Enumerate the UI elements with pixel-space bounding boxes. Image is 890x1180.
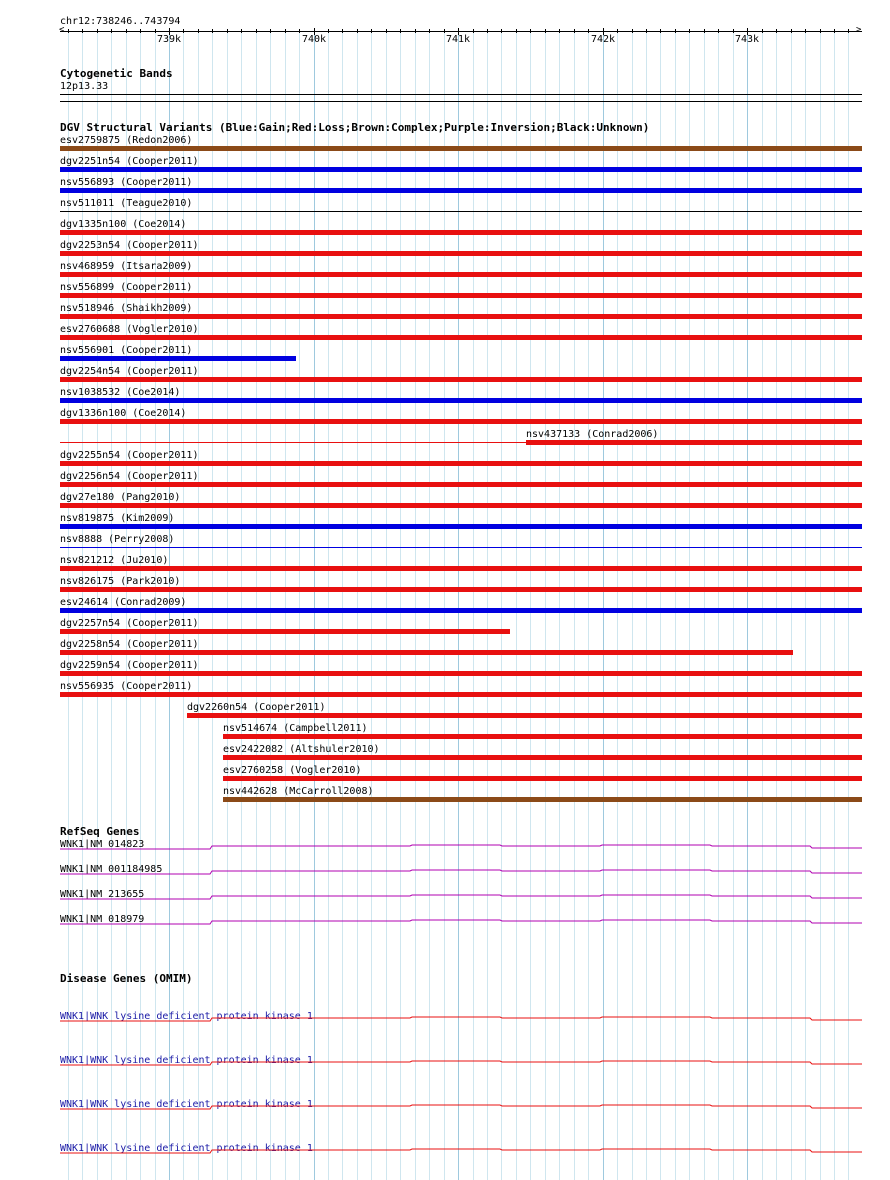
gene-model[interactable] [60, 887, 862, 901]
cytoband-track-title: Cytogenetic Bands [60, 67, 173, 80]
variant-label[interactable]: nsv511011 (Teague2010) [60, 198, 193, 209]
variant-bar[interactable] [60, 398, 862, 403]
variant-label[interactable]: dgv2255n54 (Cooper2011) [60, 450, 199, 461]
gene-label[interactable]: WNK1|WNK lysine deficient protein kinase 1 [60, 1011, 313, 1022]
ruler-tick [400, 29, 401, 33]
variant-label[interactable]: dgv27e180 (Pang2010) [60, 492, 181, 503]
variant-bar[interactable] [60, 587, 862, 592]
gene-label[interactable]: WNK1|NM_001184985 [60, 864, 163, 875]
variant-bar[interactable] [60, 188, 862, 193]
ruler-tick [559, 29, 560, 33]
variant-label[interactable]: nsv556893 (Cooper2011) [60, 177, 193, 188]
variant-bar[interactable] [60, 482, 862, 487]
ruler-tick [805, 29, 806, 33]
refseq-track-title: RefSeq Genes [60, 825, 140, 838]
variant-bar[interactable] [60, 671, 862, 676]
variant-bar[interactable] [60, 650, 793, 655]
ruler-tick [820, 29, 821, 33]
gene-model[interactable] [60, 1097, 862, 1111]
variant-bar[interactable] [60, 293, 862, 298]
variant-bar[interactable] [60, 314, 862, 319]
variant-bar[interactable] [60, 566, 862, 571]
gene-line [60, 1017, 862, 1021]
ruler-tick [429, 29, 430, 33]
variant-label[interactable]: nsv821212 (Ju2010) [60, 555, 169, 566]
ruler-tick [270, 29, 271, 33]
cytoband-line-bottom [60, 101, 862, 102]
ruler-tick [241, 29, 242, 33]
variant-bar[interactable] [60, 167, 862, 172]
variant-bar[interactable] [223, 797, 862, 802]
ruler-tick [285, 29, 286, 33]
ruler-tick [704, 29, 705, 33]
ruler-tick [386, 29, 387, 33]
gene-line [60, 1061, 862, 1065]
ruler-tick [126, 29, 127, 33]
ruler-tick [834, 29, 835, 33]
variant-bar[interactable] [60, 377, 862, 382]
ruler-tick [371, 29, 372, 33]
ruler-tick [776, 29, 777, 33]
ruler-tick [632, 29, 633, 33]
variant-label[interactable]: dgv2251n54 (Cooper2011) [60, 156, 199, 167]
variant-bar[interactable] [60, 356, 296, 361]
variant-label[interactable]: dgv2260n54 (Cooper2011) [187, 702, 326, 713]
gene-line [60, 1105, 862, 1109]
variant-bar[interactable] [526, 440, 862, 445]
variant-label[interactable]: nsv437133 (Conrad2006) [526, 429, 659, 440]
ruler-tick [762, 29, 763, 33]
variant-bar[interactable] [60, 335, 862, 340]
variant-bar[interactable] [60, 230, 862, 235]
variant-bar[interactable] [60, 272, 862, 277]
gene-label[interactable]: WNK1|WNK lysine deficient protein kinase 1 [60, 1143, 313, 1154]
gene-line [60, 870, 862, 874]
ruler-tick [487, 29, 488, 33]
ruler-tick [183, 29, 184, 33]
location-label: chr12:738246..743794 [60, 16, 181, 27]
ruler-tick [357, 29, 358, 33]
variant-label[interactable]: nsv468959 (Itsara2009) [60, 261, 193, 272]
variant-bar[interactable] [223, 776, 862, 781]
variant-bar[interactable] [60, 524, 862, 529]
variant-bar[interactable] [187, 713, 862, 718]
gene-model[interactable] [60, 837, 862, 851]
ruler-tick-label: 743k [735, 34, 760, 45]
ruler-tick [617, 29, 618, 33]
gene-line [60, 1149, 862, 1153]
variant-label[interactable]: dgv2258n54 (Cooper2011) [60, 639, 199, 650]
variant-bar[interactable] [60, 419, 862, 424]
variant-label[interactable]: nsv518946 (Shaikh2009) [60, 303, 193, 314]
ruler-tick [660, 29, 661, 33]
variant-bar[interactable] [223, 755, 862, 760]
ruler-tick [415, 29, 416, 33]
ruler-tick [227, 29, 228, 33]
gene-label[interactable]: WNK1|NM_014823 [60, 839, 145, 850]
ruler-tick [111, 29, 112, 33]
ruler-tick [342, 29, 343, 33]
variant-bar[interactable] [60, 692, 862, 697]
cytoband-label[interactable]: 12p13.33 [60, 81, 109, 92]
ruler-tick [68, 29, 69, 33]
ruler-tick [212, 29, 213, 33]
gene-line [60, 895, 862, 899]
ruler-tick [791, 29, 792, 33]
ruler-tick [675, 29, 676, 33]
ruler-tick [530, 29, 531, 33]
variant-label[interactable]: nsv556935 (Cooper2011) [60, 681, 193, 692]
variant-label[interactable]: nsv556901 (Cooper2011) [60, 345, 193, 356]
gene-label[interactable]: WNK1|WNK lysine deficient protein kinase 1 [60, 1099, 313, 1110]
ruler-arrow-left-icon: < [59, 25, 65, 35]
ruler-tick-label: 740k [302, 34, 327, 45]
variant-bar[interactable] [60, 608, 862, 613]
ruler-tick [140, 29, 141, 33]
ruler-tick [718, 29, 719, 33]
ruler-tick [733, 29, 734, 33]
variant-label[interactable]: nsv556899 (Cooper2011) [60, 282, 193, 293]
ruler-tick [588, 29, 589, 33]
variant-label[interactable]: nsv826175 (Park2010) [60, 576, 181, 587]
ruler-tick [574, 29, 575, 33]
ruler-tick [516, 29, 517, 33]
gene-label[interactable]: WNK1|NM_018979 [60, 914, 145, 925]
ruler-tick [501, 29, 502, 33]
ruler-axis [60, 31, 862, 32]
variant-label[interactable]: nsv819875 (Kim2009) [60, 513, 175, 524]
gene-label[interactable]: WNK1|WNK lysine deficient protein kinase 1 [60, 1055, 313, 1066]
variant-label[interactable]: dgv2254n54 (Cooper2011) [60, 366, 199, 377]
ruler-tick [848, 29, 849, 33]
dgv-track-title: DGV Structural Variants (Blue:Gain;Red:Loss;Brown:Complex;Purple:Inversion;Black:Unknown) [60, 121, 650, 134]
variant-label[interactable]: dgv2256n54 (Cooper2011) [60, 471, 199, 482]
ruler-tick-label: 742k [591, 34, 616, 45]
ruler-tick [256, 29, 257, 33]
ruler-arrow-right-icon: > [856, 25, 862, 35]
variant-label[interactable]: nsv442628 (McCarroll2008) [223, 786, 374, 797]
variant-label[interactable]: dgv2253n54 (Cooper2011) [60, 240, 199, 251]
ruler-tick [473, 29, 474, 33]
variant-bar[interactable] [60, 461, 862, 466]
ruler-tick [545, 29, 546, 33]
variant-bar[interactable] [223, 734, 862, 739]
variant-bar[interactable] [60, 211, 862, 212]
variant-label[interactable]: esv2759875 (Redon2006) [60, 135, 193, 146]
variant-label[interactable]: nsv1038532 (Coe2014) [60, 387, 181, 398]
ruler-tick [82, 29, 83, 33]
ruler-tick [646, 29, 647, 33]
variant-bar[interactable] [60, 547, 862, 548]
omim-track-title: Disease Genes (OMIM) [60, 972, 193, 985]
gene-line [60, 920, 862, 924]
ruler-tick [299, 29, 300, 33]
variant-label[interactable]: esv2760258 (Vogler2010) [223, 765, 362, 776]
ruler-tick [444, 29, 445, 33]
variant-label[interactable]: dgv1335n100 (Coe2014) [60, 219, 187, 230]
variant-bar[interactable] [60, 251, 862, 256]
variant-bar[interactable] [60, 629, 510, 634]
variant-label[interactable]: nsv514674 (Campbell2011) [223, 723, 368, 734]
variant-label[interactable]: esv2760688 (Vogler2010) [60, 324, 199, 335]
gene-model[interactable] [60, 862, 862, 876]
ruler-tick [689, 29, 690, 33]
variant-bar[interactable] [60, 503, 862, 508]
ruler-tick [198, 29, 199, 33]
ruler-tick-label: 741k [446, 34, 471, 45]
variant-label[interactable]: esv24614 (Conrad2009) [60, 597, 187, 608]
gene-model[interactable] [60, 1053, 862, 1067]
variant-label[interactable]: nsv8888 (Perry2008) [60, 534, 175, 545]
variant-bar[interactable] [60, 146, 862, 151]
ruler-tick [97, 29, 98, 33]
variant-label[interactable]: dgv2257n54 (Cooper2011) [60, 618, 199, 629]
gene-line [60, 845, 862, 849]
cytoband-line-top [60, 94, 862, 95]
gene-model[interactable] [60, 1009, 862, 1023]
variant-label[interactable]: dgv2259n54 (Cooper2011) [60, 660, 199, 671]
variant-label[interactable]: esv2422082 (Altshuler2010) [223, 744, 380, 755]
gene-model[interactable] [60, 912, 862, 926]
gene-model[interactable] [60, 1141, 862, 1155]
ruler-tick [328, 29, 329, 33]
ruler-tick [155, 29, 156, 33]
ruler-tick-label: 739k [157, 34, 182, 45]
gene-label[interactable]: WNK1|NM_213655 [60, 889, 145, 900]
variant-label[interactable]: dgv1336n100 (Coe2014) [60, 408, 187, 419]
